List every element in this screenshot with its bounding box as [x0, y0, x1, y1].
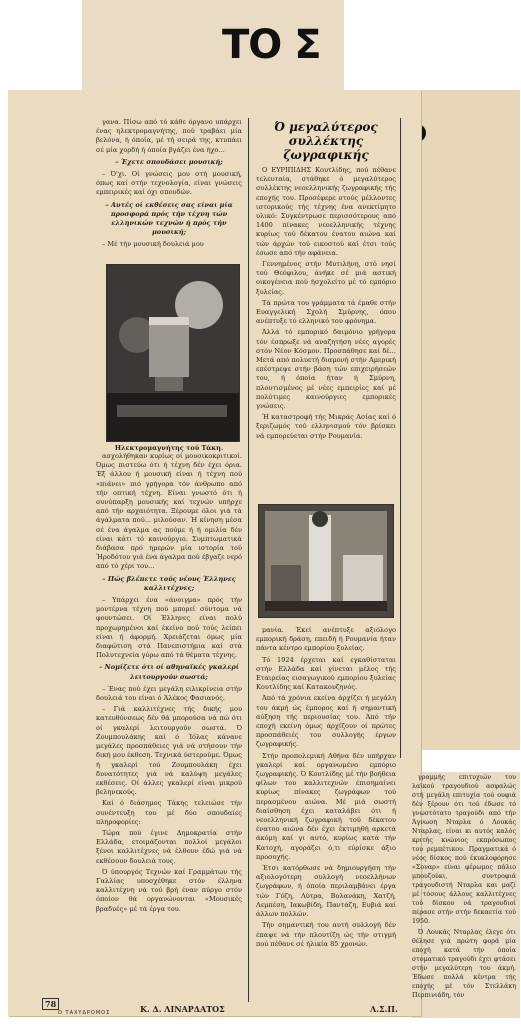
interview-question: – Έχετε σπουδάσει μουσική; [115, 157, 223, 166]
column-3-fragment [412, 773, 516, 1013]
painting-photo [258, 504, 394, 618]
paragraph: Καί ό διάσημος Τάκης τελειώσε τήν συνέντευξη του μέ δύο σπουδαίες πληροφορίες: [96, 799, 242, 826]
paragraph: Ό Λουκάς Νταρλας έλεγε ότι θέλησε γιά πρώτη φορά μία εποχή κατά τήν όποία στοματικό τραγούδι έχει φτάσει στήν μεγαλύτερη του άκμή. Έδωσε πολλά κέντρα τής εποχής μέ τόν Στελλάκη Περπινιάδη, τόν [412, 929, 516, 999]
interview-question: – Νομίζετε ότι οί αθηναϊκές γκαλερί λειτουργούν σωστά; [99, 663, 239, 681]
paragraph: ασχολήθηκαν κυρίως οί μουσικοκριτικοί. Όμως πιστεύω ότι ή τέχνη δέν έχει όρια. Έξ άλλου ή μουσική είναι ή τέχνη πού «πιάνει» πιό γρήγορα τόν άνθρωπο από τήν οπτική τέχνη. Είναι γνωστό ότι ή συνύπαρξη μουσικής καί τεχνών υπήρχε από τήν αρχαιότητα. Ξέρουμε όλοι γιά τά άγάλματα πού... μιλούσαν. Ή κίνηση μέσα σέ ένα άγαλμα ας πούμε ή ή ομιλία δέν είναι κάτι τό καινούργιο. Συμπτωματικά διάβασα πρό ημερών μία ιστορία τού Ήροδότου γιά ένα άγαλμα πού έβγαζε νερό από τό χέρι του... [96, 452, 242, 571]
column-divider [400, 118, 401, 758]
column-1-top [96, 118, 242, 264]
paragraph: – Ένας πού έχει μεγάλη ειλικρίνεια στήν δουλειά του είναι ό Άλέκος Φασιανός. [96, 684, 242, 703]
page-number: 78 [42, 998, 59, 1010]
paragraph: – Μέ τήν μουσική δουλειά μου [102, 240, 204, 249]
interview-question: – Αυτές οί εκθέσεις σας είναι μία προσφορά πρός τήν τέχνη τών ελληνικών τεχνών ή πρός τήν μουσική; [105, 200, 233, 237]
top-headline: ΤΟ Σ [222, 22, 321, 68]
publisher-name: Ο ΤΑΧΥΔΡΟΜΟΣ [58, 1010, 111, 1016]
paragraph: Ο ΕΥΡΙΠΙΔΗΣ Κουτλίδης, πού πέθανε τελευταία, στάθηκε ό μεγαλύτερος συλλέκτης νεοελληνικής ζωγραφικής τής εποχής του. Προσέφερε στούς μέλλοντες ιστορικούς τής τέχνης ένα ανεκτίμητο υλικό: Συγκέντρωσε περισσότερους από 1400 πίνακες νεοελληνικής τέχνης κυρίως τού δέκατου ένατου αιώνα καί τών άρχών τού εικοστού καί έτσι τούς έσωσε από τήν αφάνεια. [256, 166, 396, 257]
paragraph: γανα. Πίσω από τό κάθε όργανο υπάρχει ένας ηλεκτρομαγνήτης, πού τραβάει μία βελόνα, ή όποία, μέ τή σειρά της, κτυπάει σέ μία χορδή ή όποία βγάζει ένα ήχο... [96, 118, 242, 154]
paragraph: – Γιά καλλιτέχνες τής δικής μου κατευθύνσεως δέν θά μπορούσα νά πώ ότι οί γκαλερί λειτουργούν σωστά. Ό Ζουμπουλάκης καί ό Ίόλας κάνανε μεγάλες προσπάθειες γιά νά στήσουν τήν δική μου έκθεση. Τεχνικά ύστερούμε. Όμως ή γκαλερί τού Ζουμπουλάκη έχει δυνατότητες γιά νά καλύψη μεγάλες εκθέσεις. Οί άλλες γκαλερί είναι μικρού βεληνεκούς. [96, 705, 242, 797]
paragraph: γραμμής επιτυχιών του λαϊκού τραγουδιού ασφαλώς στή μεγάλη επιτυχία τού ουφιά δέν ξέρουν ότι τού έδωσε τό γνωστότατο τραγούδι από τήν Άγνωση Νταρλα ό Λουκάς Νταρλας, είναι κι αυτός καλός κριτής κνώνιος εκπρόσωπος του ρεμπέτικου. Πραγματικά ό νέος δίσκος πού έκυκλοφόρησε «Σοναρ» είναι φέρωμος πάλιο μπουζούκι, συντροφιά τραγουδιστή Νταρλα και μαζί μέ τόσους άλλους καλλιτέχνες τού δίσκου νά τραγουδιοί πέρασε στήν στήν δεκαετία τού 1950. [412, 774, 516, 925]
paragraph: Άπό τά χρόνια εκείνα άρχίζει ή μεγάλη του άκμή ώς έμπορος καί ή σημαντική αύξηση τής περιουσίας του. Άπό τήν εποχή εκείνη όμως άρχίζουν οί πρώτες προσπάθειές του συλλογής έργων ζωγραφικής. [256, 694, 396, 749]
paragraph: μανία. Έκεί ανέπτυξε αξιόλογο εμπορική δράση, επειδή ή Ρουμανία ήταν πάντα κέντρο εμπορίου ξυλείας. [256, 626, 396, 653]
top-clipping [82, 0, 344, 90]
column-2-top [256, 166, 396, 496]
paragraph: Ό ύπουργός Τεχνών καί Γραμμάτων τής Γαλλίας υποσχέθηκε στόν έλληνα καλλιτέχνη νά τού βρή έναν πύργο στόν όποίον θά οργανώνονται «Μουσικές βραδυές» μέ τά έργα του. [96, 867, 242, 913]
paragraph: Έτσι κατόρθωσε νά δημιουργήση τήν αξιολογότερη συλλογή νεοελλήνων ζωγράφων, ή όποία περιλαμβάνει έργα τών Γύζη, Λύτρα, Βολανάκη, Χατζή, Λεμπέση, Ιακωβίδη, Παντάζη, Ευβιά καί άλλων πολλών. [256, 864, 396, 919]
interview-question: – Πώς βλέπετε τούς νέους Έλληνες καλλιτέχνες; [102, 574, 236, 592]
paragraph: – Ό'χι. Οί γνώσεις μου στή μουσική, όπως καί στήν τεχνολογία, είναι γνώσεις εμπειρικές καί όχι σπουδών. [96, 170, 242, 197]
paragraph: Τό 1924 έρχεται καί εγκαθίσταται στήν Ελλάδα καί γίνεται μέλος τής Εταιρείας εισαγωγικού εμπορίου ξυλείας Κουτλίδης καί Κατακουζηνός. [256, 655, 396, 692]
author-signature: Κ. Δ. ΛΙΝΑΡΔΑΤΟΣ [140, 1004, 225, 1014]
paragraph: – Υπάρχει ένα «άνοιγμα» πρός τήν μοντέρνα τέχνη πού μπορεί σύντομα νά φουντώσει. Οί Έλληνες είναι πολύ προχωρημένοι καί έκείνο πού τούς λείπει είναι ή άφορμή. Χρειάζεται όμως μία διαφώτιση στά Πανεπιστήμια καί στά Πολυτεχνεία γύρω από τά θέματα τέχνης. [96, 596, 242, 660]
paragraph: Ή καταστροφή τής Μικράς Ασίας καί ό ξεριζωμός τού ελληνισμού τόν βρίσκει νά εμπορεύεται στήν Ρουμανία. [256, 413, 396, 440]
article-title: Ό μεγαλύτερος συλλέκτης ζωγραφικής [274, 120, 378, 162]
paragraph: Τώρα πού έγινε Δημοκρατία στήν Ελλάδα, ετοιμάζονται πολλοί μεγάλοι ξένοι καλλιτέχνες νά έλθουν έδώ γιά νά εκθέσουν δουλειά τους. [96, 828, 242, 865]
author-initials: Λ.Σ.Π. [370, 1004, 398, 1014]
column-1-bottom [96, 452, 242, 958]
paragraph: Τά πρώτα του γράμματα τά έμαθε στήν Ευαγγελική Σχολή Σμύρνης, όπου ανέπτυξε τό ελληνικό του φρόνημα. [256, 298, 396, 326]
paragraph: Τήν σημαντική του αυτή συλλογή δέν έπαψε νά τήν πλουτίζη ώς τήν στιγμή πού πέθανε σέ ήλικία 85 χρονών. [256, 921, 396, 948]
column-2-bottom [256, 626, 396, 1001]
paragraph: Άλλά τό εμπορικό δαιμόνιο γρήγορα τόν έσπρωξε νά αναζητήση νέες αγορές στόν Νέον Κόσμον. Προσπάθησε καί δέ... Μετά από πολυετή διαμονή στήν Αμερική επέστρεψε στήν βάση τών επιχειρήσεών του, ή όποία ήταν ή Σμύρνη, πλουτισμένος μέ νέες εμπειρίες καί μέ πολύτιμες καινούργιες εμπορικές γνώσεις. [256, 328, 396, 411]
paragraph: Στήν προπολεμική Αθήνα δέν υπήρχαν γκαλερί καί οργανωμένο εμπόριο ζωγραφικής. Ό Κουτλίδης μέ τήν βοήθεια φίλων του καλλιτεχνών έπισημαίνει κυρίως πίνακες ζωγράφων τού περασμένου αιώνα. Μέ μιά σωστή διαίσθηση έχει καταλάβει ότι ή νεοελληνική ζωγραφική τού δέκατου ένατου αιώνα δέν έχει έκτιμηθή αρκετά άκόμη καί γι αυτό, κυρίως κατά τήν Κατοχή, αγοράζει ό,τι εύρίσκε άξιο προσοχής. [256, 751, 396, 861]
column-divider [248, 118, 249, 1002]
paragraph: Γεννημένος στήν Μυτιλήνη, στό νησί τού Θεόφιλου, άνήκε σέ μιά αστική οικογένεια πού ήσχολείτο μέ τό εμπόριο ξυλείας. [256, 260, 396, 296]
photo-caption: Ηλεκτρομαγνήτης τού Τάκη. [114, 444, 224, 452]
takis-electromagnet-photo [106, 264, 240, 442]
